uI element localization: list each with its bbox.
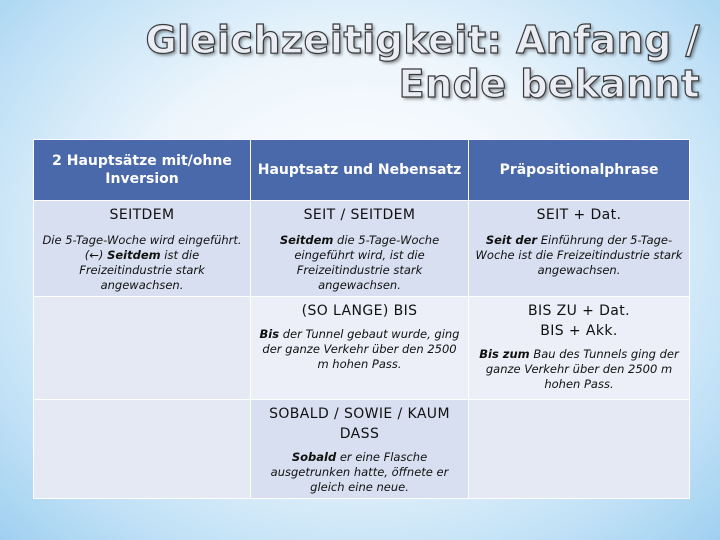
cell-seit-seitdem bbox=[251, 201, 469, 297]
example-sentence: Bis der Tunnel gebaut wurde, ging der ganze Verkehr über den 2500 m hohen Pass. bbox=[259, 327, 460, 371]
empty-cell bbox=[469, 400, 690, 499]
cell-bis-zu bbox=[469, 297, 690, 400]
table-row bbox=[34, 297, 690, 400]
table-header-row bbox=[34, 140, 690, 201]
header-main-clauses: 2 Hauptsätze mit/ohne Inversion bbox=[34, 140, 251, 201]
cell-heading-2: BIS + Akk. bbox=[540, 323, 618, 339]
cell-so-lange-bis bbox=[251, 297, 469, 400]
example-sentence: Die 5-Tage-Woche wird eingeführt. (←) Seitdem ist die Freizeitindustrie stark angewachsen. bbox=[42, 233, 242, 292]
cell-heading: SEITDEM bbox=[109, 207, 175, 223]
example-sentence: Bis zum Bau des Tunnels ging der ganze Verkehr über den 2500 m hohen Pass. bbox=[479, 347, 679, 391]
cell-heading: SEIT / SEITDEM bbox=[303, 207, 416, 223]
cell-sobald bbox=[251, 400, 469, 499]
cell-heading: (SO LANGE) BIS bbox=[301, 303, 418, 319]
example-sentence: Seit der Einführung der 5-Tage-Woche ist die Freizeitindustrie stark angewachsen. bbox=[475, 233, 683, 277]
comparison-table bbox=[33, 139, 690, 499]
example-sentence: Seitdem die 5-Tage-Woche eingeführt wird, ist die Freizeitindustrie stark angewachsen. bbox=[279, 233, 440, 292]
header-prepositional-phrase: Präpositionalphrase bbox=[469, 140, 690, 201]
cell-heading: SEIT + Dat. bbox=[536, 207, 622, 223]
slide-title: Gleichzeitigkeit: Anfang / Ende bekannt bbox=[145, 18, 700, 106]
cell-seit-dat bbox=[469, 201, 690, 297]
cell-seitdem bbox=[34, 201, 251, 297]
empty-cell bbox=[34, 400, 251, 499]
empty-cell bbox=[34, 297, 251, 400]
table-row bbox=[34, 400, 690, 499]
cell-heading: BIS ZU + Dat. bbox=[527, 303, 631, 319]
example-sentence: Sobald er eine Flasche ausgetrunken hatte, öffnete er gleich eine neue. bbox=[270, 450, 449, 494]
table-row bbox=[34, 201, 690, 297]
cell-heading: SOBALD / SOWIE / KAUM DASS bbox=[269, 406, 450, 442]
header-main-sub-clause: Hauptsatz und Nebensatz bbox=[251, 140, 469, 201]
